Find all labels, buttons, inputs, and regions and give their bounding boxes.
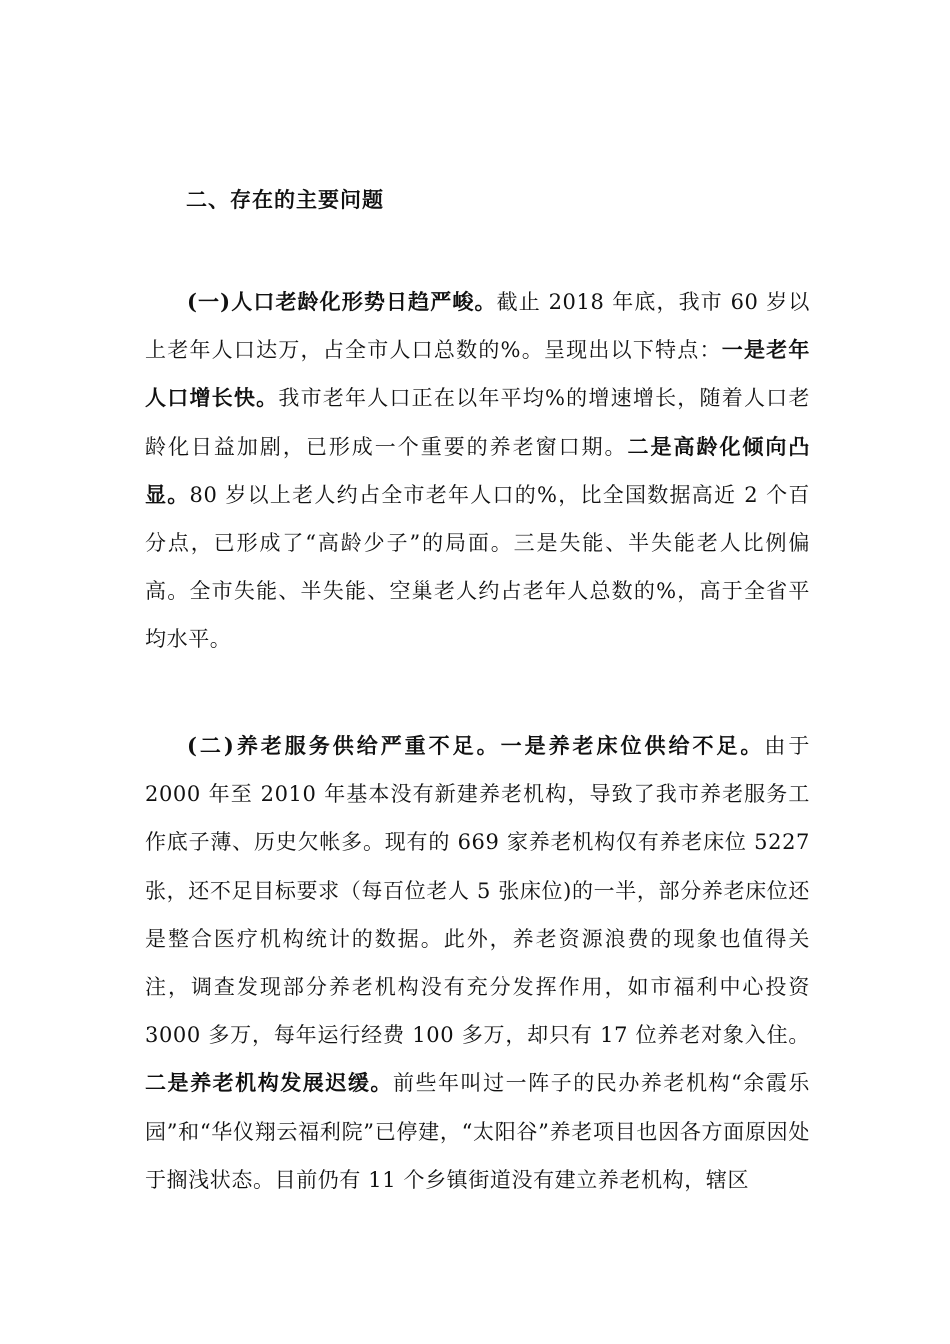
emphasis-text: 一是养老床位供给不足。	[500, 733, 765, 758]
paragraph-text: 截止 2018 年底，我市 60 岁以上老年人口达万，占全市人口总数的%。呈现出以下特点：	[145, 290, 811, 363]
paragraph-text: 80 岁以上老人约占全市老年人口的%，比全国数据高近 2 个百分点，已形成了“高龄少子”的局面。三是失能、半失能老人比例偏高。全市失能、半失能、空巢老人约占老年人总数的%，高于全省平均水平。	[145, 482, 810, 652]
paragraph-elderly-care-supply	[145, 722, 810, 1204]
paragraph-aging-population	[145, 278, 810, 664]
section-heading: 二、存在的主要问题	[186, 187, 384, 212]
emphasis-text: 一是老年人口增长快。	[145, 337, 810, 411]
paragraph-title: (一)人口老龄化形势日趋严峻。	[187, 289, 497, 314]
paragraph-title: (二)养老服务供给严重不足。	[187, 733, 501, 758]
emphasis-text: 二是高龄化倾向凸显。	[145, 433, 810, 507]
paragraph-text: 我市老年人口正在以年平均%的增速增长，随着人口老龄化日益加剧，已形成一个重要的养老窗口期。	[145, 386, 810, 459]
paragraph-text: 前些年叫过一阵子的民办养老机构“余霞乐园”和“华仪翔云福利院”已停建，“太阳谷”养老项目也因各方面原因处于搁浅状态。目前仍有 11 个乡镇街道没有建立养老机构，辖区	[145, 1071, 810, 1192]
emphasis-text: 二是养老机构发展迟缓。	[145, 1070, 393, 1096]
paragraph-text: 由于 2000 年至 2010 年基本没有新建养老机构，导致了我市养老服务工作底子薄、历史欠帐多。现有的 669 家养老机构仅有养老床位 5227 张，还不足目标要求（每百位老人 5 张床位)的一半，部分养老床位还是整合医疗机构统计的数据。此外，养老资源浪费的现象也值得关注，调查发现部分养老机构没有充分发挥作用，如市福利中心投资 3000 多万，每年运行经费 100 多万，却只有 17 位养老对象入住。	[145, 734, 810, 1048]
